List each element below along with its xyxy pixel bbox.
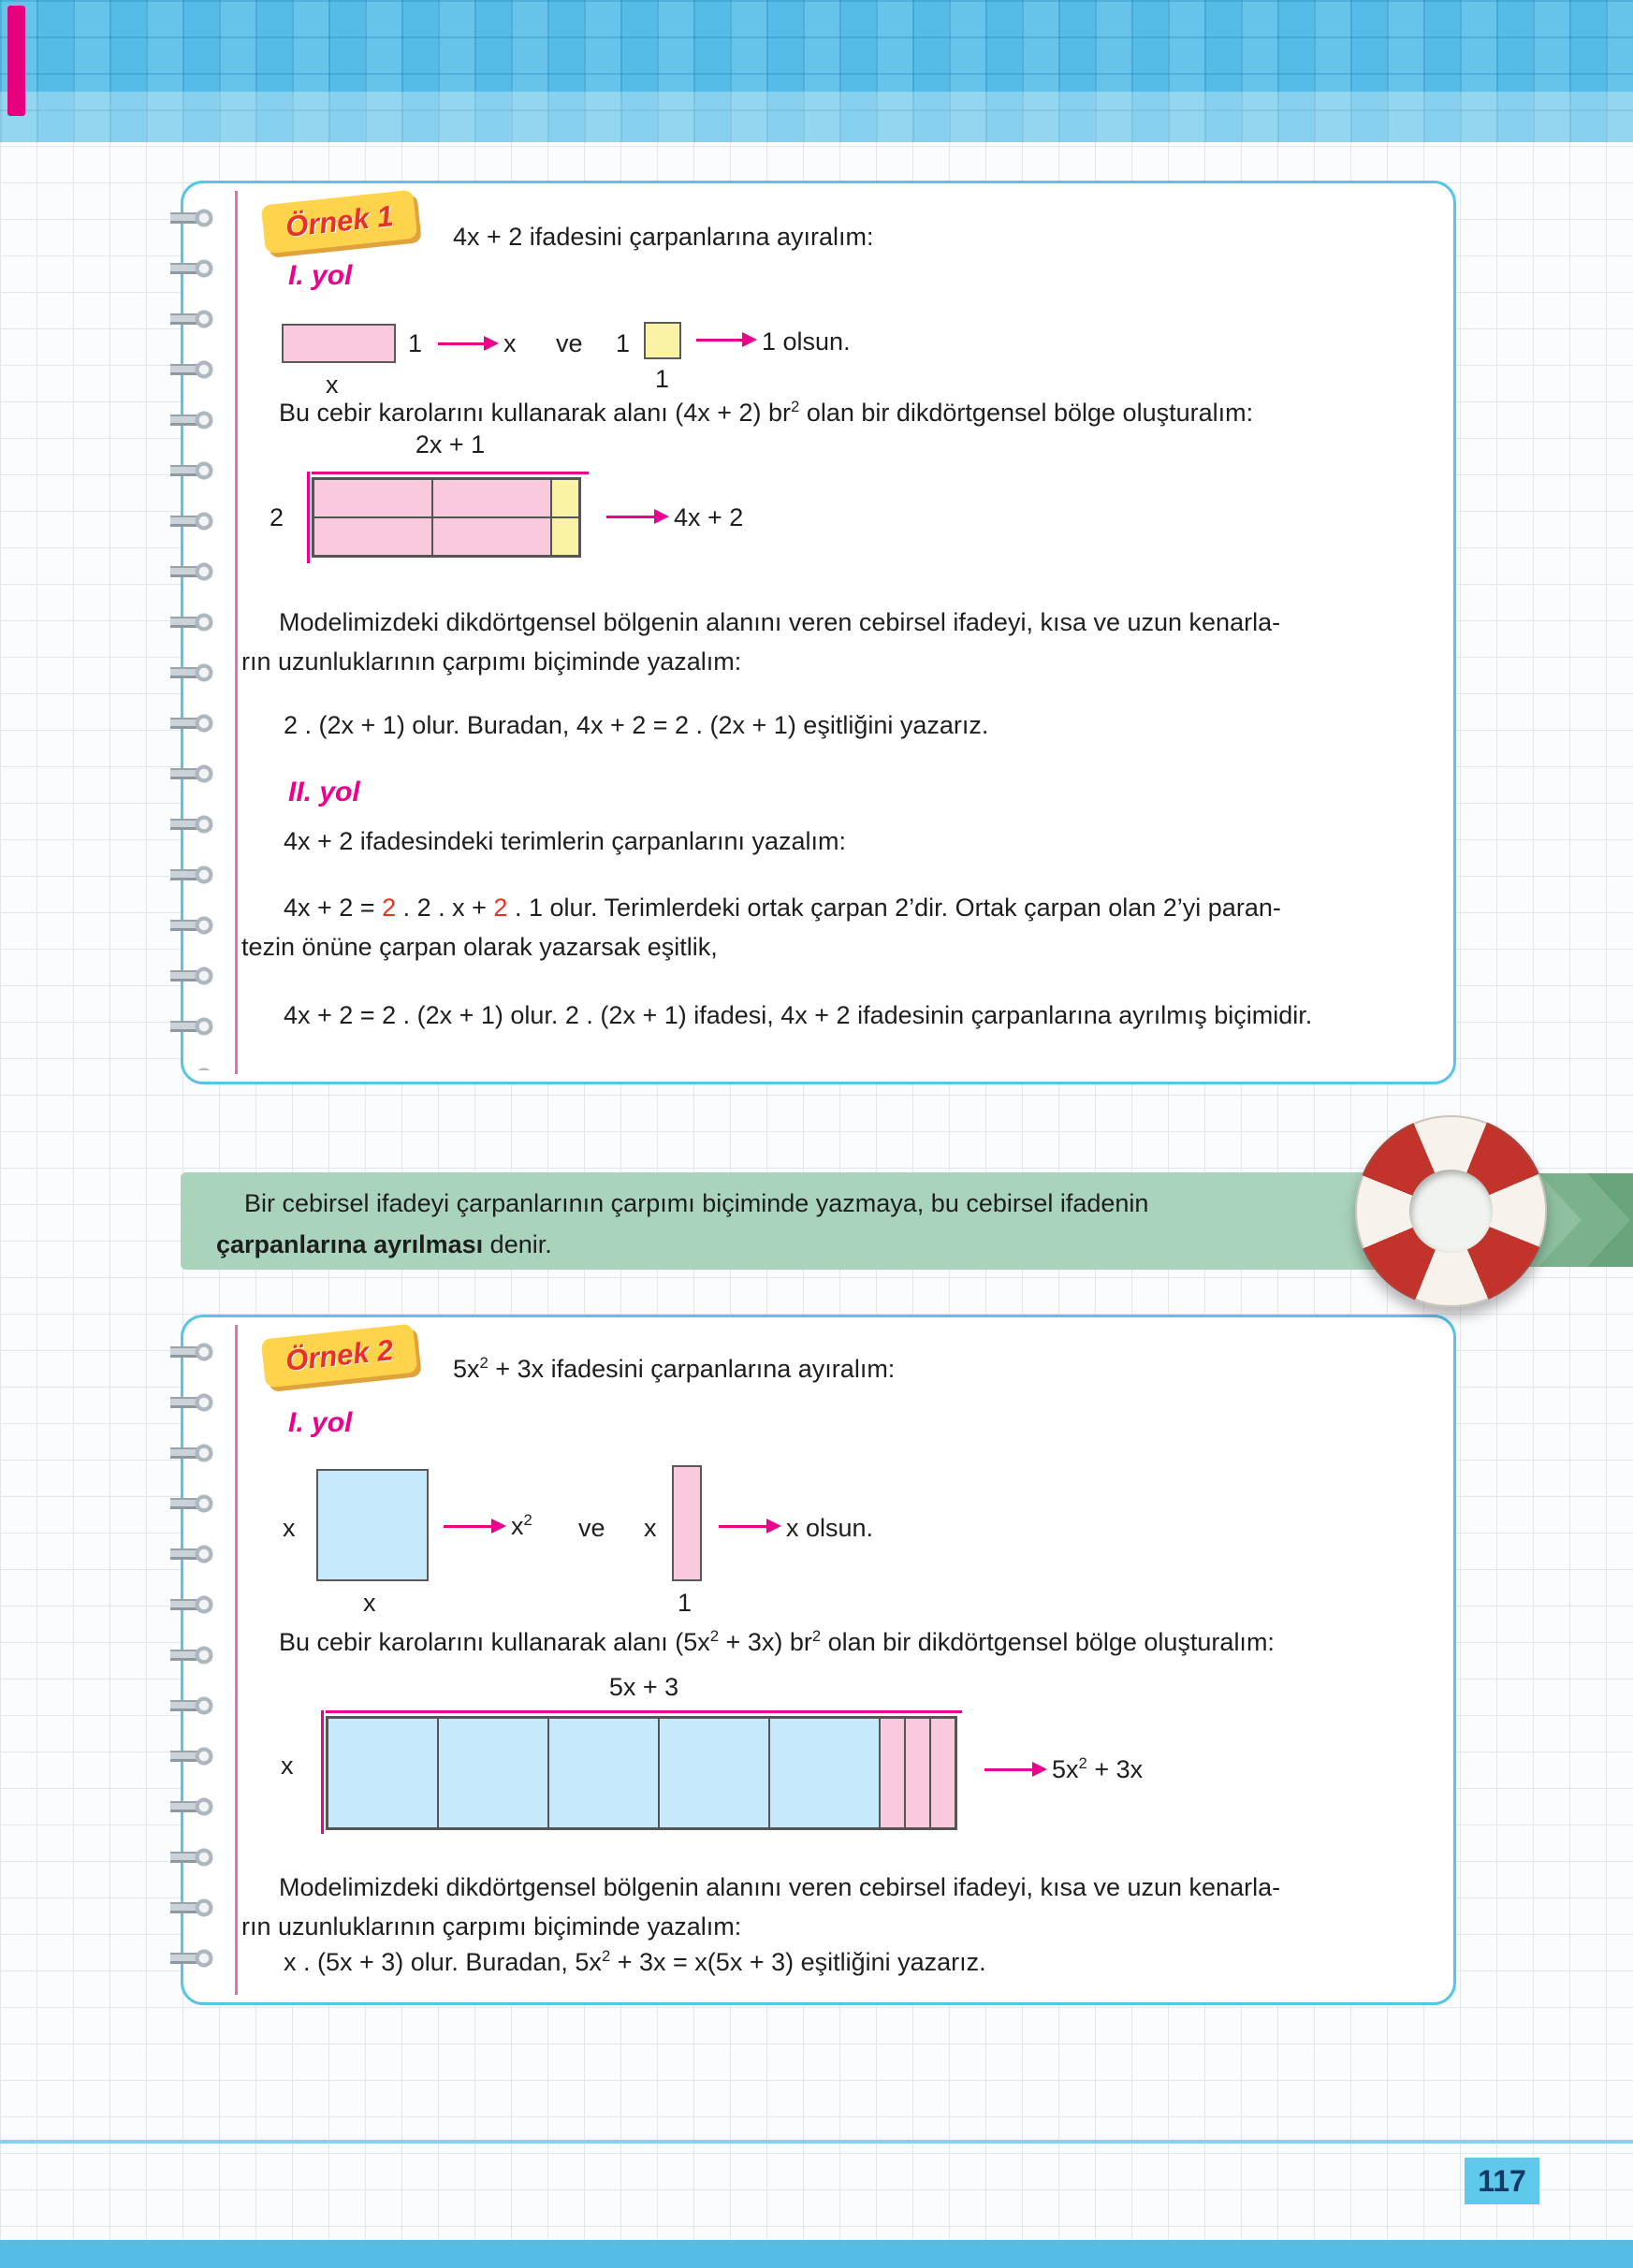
example1-build-text: Bu cebir karolarını kullanarak alanı (4x + 2) $br^2$ olan bir dikdörtgensel bölge oluşturalım: <box>279 398 1254 427</box>
model-top-label: 2x + 1 <box>415 430 486 458</box>
unit-tile-bottom-label: 1 <box>655 365 670 393</box>
lifebuoy-icon <box>1355 1115 1547 1307</box>
dimension-line-vertical <box>321 1710 324 1834</box>
example2-badge: Örnek 2 <box>261 1324 418 1388</box>
example1-title: 4x + 2 ifadesini çarpanlarına ayıralım: <box>453 223 874 251</box>
x-bar-bottom-label: 1 <box>678 1589 693 1617</box>
example2-box <box>181 1315 1456 2005</box>
banner-line1: Bir cebirsel ifadeyi çarpanlarının çarpımı biçiminde yazmaya, bu cebirsel ifadenin <box>244 1189 1149 1217</box>
spiral-binding-icon <box>170 1327 219 1991</box>
model-left-label: 2 <box>270 503 284 531</box>
model-cell-x <box>432 517 551 556</box>
model-cell-x2 <box>659 1718 769 1828</box>
model-result-label: 4x + 2 <box>674 503 744 531</box>
model-cell-x <box>880 1718 905 1828</box>
model-cell-x <box>432 479 551 517</box>
area-paragraph-line2: rın uzunluklarının çarpımı biçiminde yazalım: <box>241 1912 742 1941</box>
arrow-icon <box>438 342 485 345</box>
header-accent-strip <box>7 6 25 116</box>
model-cell-x2 <box>328 1718 438 1828</box>
dimension-line-horizontal <box>312 472 589 474</box>
x-tile-result-label: x <box>503 329 517 357</box>
factor-line1: 4x + 2 = 2 . 2 . x + 2 . 1 olur. Terimlerdeki ortak çarpan 2’dir. Ortak çarpan olan 2’yi paran- <box>284 894 1281 922</box>
margin-line <box>235 191 238 1074</box>
arrow-icon <box>984 1768 1033 1771</box>
algebra-tile-model <box>312 477 581 558</box>
x-squared-tile-bottom-label: x <box>363 1589 376 1617</box>
example2-build-text: Bu cebir karolarını kullanarak alanı $(5x^2 + 3x)$ $br^2$ olan bir dikdörtgensel bölge oluşturalım: <box>279 1627 1275 1656</box>
model-cell-x <box>930 1718 955 1828</box>
example1-way1-label: I. yol <box>288 260 353 291</box>
model-cell-x2 <box>438 1718 548 1828</box>
algebra-tile-model <box>326 1716 957 1830</box>
header-band <box>0 0 1633 142</box>
unit-tile <box>644 322 681 359</box>
x-tile-width-label: x <box>326 371 339 399</box>
and-word: ve <box>578 1514 605 1542</box>
x-bar-result-label: x olsun. <box>786 1514 874 1542</box>
dimension-line-horizontal <box>326 1710 962 1713</box>
example1-equation: 2 . (2x + 1) olur. Buradan, 4x + 2 = 2 . (2x + 1) eşitliğini yazarız. <box>284 711 989 739</box>
model-cell-unit <box>551 479 579 517</box>
footer-divider <box>0 2140 1633 2144</box>
arrow-icon <box>444 1525 492 1528</box>
example2-way1-label: I. yol <box>288 1407 353 1438</box>
model-cell-x2 <box>769 1718 880 1828</box>
area-paragraph-line2: rın uzunluklarının çarpımı biçiminde yazalım: <box>241 647 742 676</box>
area-paragraph-line1: Modelimizdeki dikdörtgensel bölgenin alanını veren cebirsel ifadeyi, kısa ve uzun kenarla- <box>279 608 1281 636</box>
x-tile <box>282 324 396 363</box>
model-result-label: $5x^2 + 3x$ <box>1052 1754 1144 1783</box>
model-cell-unit <box>551 517 579 556</box>
model-cell-x <box>313 479 432 517</box>
and-word: ve <box>556 329 583 357</box>
arrow-icon <box>696 339 743 342</box>
unit-tile-left-label: 1 <box>616 329 631 357</box>
x-tile-height-label: 1 <box>408 329 423 357</box>
unit-tile-result-label: 1 olsun. <box>762 327 851 356</box>
x-squared-result-label: $x^2$ <box>511 1511 532 1540</box>
model-cell-x <box>313 517 432 556</box>
dimension-line-vertical <box>307 472 310 563</box>
example2-title: $5x^2 + 3x$ ifadesini çarpanlarına ayıralım: <box>453 1354 896 1383</box>
margin-line <box>235 1325 238 1995</box>
example1-badge: Örnek 1 <box>261 190 418 254</box>
area-paragraph-line1: Modelimizdeki dikdörtgensel bölgenin alanını veren cebirsel ifadeyi, kısa ve uzun kenarla- <box>279 1873 1281 1901</box>
example1-way2-intro: 4x + 2 ifadesindeki terimlerin çarpanlarını yazalım: <box>284 827 847 855</box>
x-bar-left-label: x <box>644 1514 657 1542</box>
banner-term: çarpanlarına ayrılması <box>216 1230 484 1258</box>
model-cell-x <box>905 1718 930 1828</box>
example1-conclusion: 4x + 2 = 2 . (2x + 1) olur. 2 . (2x + 1) ifadesi, 4x + 2 ifadesinin çarpanlarına ayrılmış biçimidir. <box>284 1001 1313 1029</box>
factor-line2: tezin önüne çarpan olarak yazarsak eşitlik, <box>241 933 718 961</box>
arrow-icon <box>606 516 655 518</box>
footer-band <box>0 2240 1633 2268</box>
model-cell-x2 <box>548 1718 659 1828</box>
model-left-label: x <box>281 1752 294 1780</box>
example2-conclusion: x . (5x + 3) olur. Buradan, $5x^2 + 3x = x(5x + 3)$ eşitliğini yazarız. <box>284 1947 986 1976</box>
model-top-label: 5x + 3 <box>608 1673 679 1701</box>
example1-box <box>181 181 1456 1084</box>
x-squared-tile-left-label: x <box>283 1514 296 1542</box>
arrow-icon <box>719 1525 767 1528</box>
definition-banner <box>181 1172 1421 1270</box>
banner-line2 <box>216 1228 552 1260</box>
x-squared-tile <box>316 1469 429 1581</box>
banner-term-rest: denir. <box>483 1230 552 1258</box>
page-number: 117 <box>1465 2158 1539 2204</box>
spiral-binding-icon <box>170 193 219 1070</box>
example1-way2-label: II. yol <box>288 777 360 807</box>
x-bar-tile <box>672 1465 702 1581</box>
